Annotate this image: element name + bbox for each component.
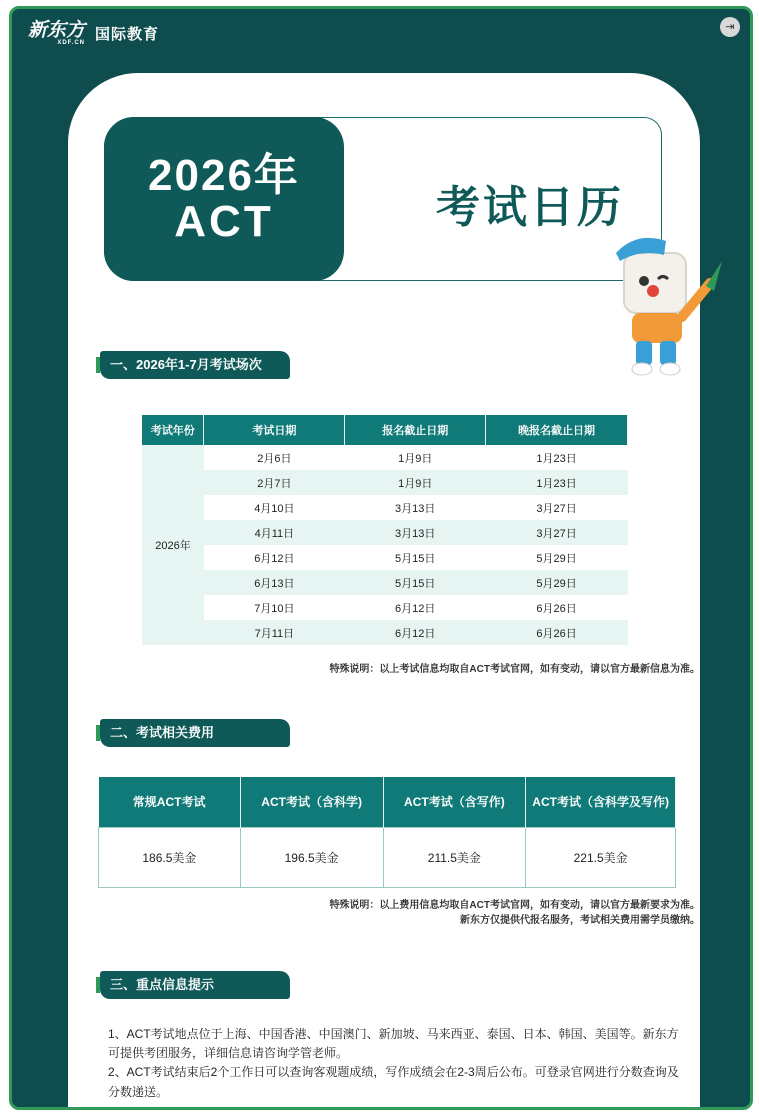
table-row <box>142 595 628 620</box>
info-list <box>108 1025 682 1102</box>
deadline-cell: 6月12日 <box>345 595 486 620</box>
exam-date-cell: 4月10日 <box>204 495 345 520</box>
table-row <box>142 570 628 595</box>
deadline-cell: 1月9日 <box>345 470 486 495</box>
exam-date-cell: 4月11日 <box>204 520 345 545</box>
section-fees-title: 二、考试相关费用 <box>100 719 290 747</box>
exam-date-cell: 2月6日 <box>204 445 345 470</box>
section-schedule-title: 一、2026年1-7月考试场次 <box>100 351 290 379</box>
fee-regular: 186.5美金 <box>99 827 241 887</box>
fees-header-science: ACT考试（含科学) <box>240 777 383 827</box>
table-row <box>142 495 628 520</box>
info-item-2: 2、ACT考试结束后2个工作日可以查询客观题成绩，写作成绩会在2-3周后公布。可登录官网进行分数查询及分数递送。 <box>108 1065 679 1099</box>
deadline-cell: 3月13日 <box>345 495 486 520</box>
table-row <box>142 470 628 495</box>
table-row <box>142 520 628 545</box>
hero-year: 2026年 <box>148 150 300 200</box>
brand-logo <box>28 21 85 46</box>
hero-banner <box>104 117 664 281</box>
fees-header-science-writing: ACT考试（含科学及写作) <box>526 777 676 827</box>
exam-date-cell: 6月13日 <box>204 570 345 595</box>
deadline-cell: 5月15日 <box>345 545 486 570</box>
exit-icon[interactable]: ⇥ <box>720 17 740 37</box>
fees-value-row <box>99 827 676 887</box>
fee-science: 196.5美金 <box>240 827 383 887</box>
fees-header-regular: 常规ACT考试 <box>99 777 241 827</box>
late-deadline-cell: 1月23日 <box>486 445 628 470</box>
page-frame <box>9 6 753 1110</box>
schedule-header-year: 考试年份 <box>142 415 204 445</box>
exam-date-cell: 2月7日 <box>204 470 345 495</box>
fee-writing: 211.5美金 <box>383 827 526 887</box>
brand-logo-text: 新东方 <box>28 20 86 41</box>
fees-table <box>98 777 676 888</box>
info-item-1: 1、ACT考试地点位于上海、中国香港、中国澳门、新加坡、马来西亚、泰国、日本、韩国、美国等。新东方可提供考团服务，详细信息请咨询学管老师。 <box>108 1027 679 1061</box>
late-deadline-cell: 5月29日 <box>486 545 628 570</box>
table-row <box>142 445 628 470</box>
fees-note-line2: 新东方仅提供代报名服务，考试相关费用需学员缴纳。 <box>460 914 700 926</box>
schedule-header-date: 考试日期 <box>204 415 345 445</box>
late-deadline-cell: 6月26日 <box>486 620 628 645</box>
schedule-note: 特殊说明：以上考试信息均取自ACT考试官网，如有变动，请以官方最新信息为准。 <box>329 664 700 675</box>
brand <box>28 21 159 46</box>
table-row <box>142 620 628 645</box>
schedule-header-late-deadline: 晚报名截止日期 <box>486 415 628 445</box>
exam-date-cell: 7月10日 <box>204 595 345 620</box>
brand-logo-sub: XDF.CN <box>57 40 86 46</box>
late-deadline-cell: 3月27日 <box>486 495 628 520</box>
content-card <box>68 73 700 1110</box>
fees-note-line1: 特殊说明：以上费用信息均取自ACT考试官网，如有变动，请以官方最新要求为准。 <box>329 900 700 911</box>
hero-title: 考试日历 <box>436 183 624 232</box>
schedule-header-row <box>142 415 628 445</box>
hero-dark-panel <box>104 117 344 281</box>
section-info-title: 三、重点信息提示 <box>100 971 290 999</box>
deadline-cell: 3月13日 <box>345 520 486 545</box>
exam-date-cell: 6月12日 <box>204 545 345 570</box>
hero-exam: ACT <box>174 197 274 246</box>
fees-note <box>329 899 700 928</box>
exam-date-cell: 7月11日 <box>204 620 345 645</box>
fees-header-writing: ACT考试（含写作) <box>383 777 526 827</box>
late-deadline-cell: 3月27日 <box>486 520 628 545</box>
schedule-year-cell: 2026年 <box>142 445 204 645</box>
brand-name: 国际教育 <box>95 26 160 43</box>
table-row <box>142 545 628 570</box>
late-deadline-cell: 5月29日 <box>486 570 628 595</box>
deadline-cell: 6月12日 <box>345 620 486 645</box>
schedule-header-deadline: 报名截止日期 <box>345 415 486 445</box>
deadline-cell: 1月9日 <box>345 445 486 470</box>
mascot-illustration <box>606 231 726 381</box>
fees-header-row <box>99 777 676 827</box>
deadline-cell: 5月15日 <box>345 570 486 595</box>
late-deadline-cell: 6月26日 <box>486 595 628 620</box>
schedule-table <box>142 415 628 645</box>
fee-science-writing: 221.5美金 <box>526 827 676 887</box>
late-deadline-cell: 1月23日 <box>486 470 628 495</box>
